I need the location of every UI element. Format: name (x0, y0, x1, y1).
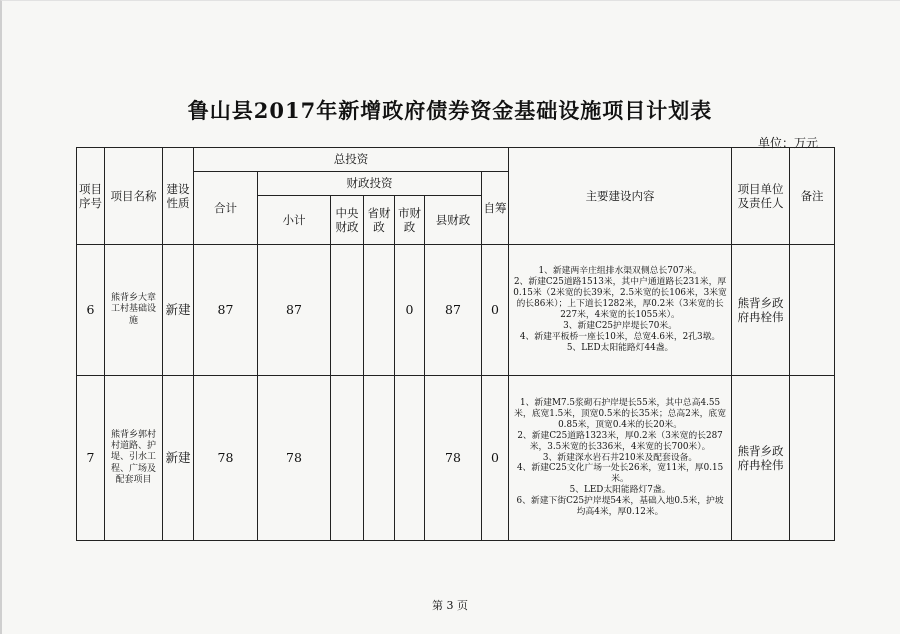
content-line: 4、新建平板桥一座长10米，总宽4.6米，2孔3墩。 (519, 331, 721, 342)
cell-total: 87 (194, 245, 258, 376)
content-line: 5、LED太阳能路灯7盏。 (569, 485, 671, 496)
cell-total: 78 (194, 376, 258, 541)
cell-subtotal: 87 (258, 245, 331, 376)
header-nature: 建设性质 (163, 148, 194, 245)
unit-label: 单位：万元 (757, 136, 818, 150)
cell-unit-person: 熊背乡政府冉栓伟 (732, 245, 790, 376)
content-line: 2、新建C25道路1323米，厚0.2米（3米宽的长287米，3.5米宽的长336米，4米宽的长700米）。 (517, 430, 723, 452)
cell-seq: 7 (77, 376, 105, 541)
cell-city (395, 376, 425, 541)
content-line: 1、新建M7.5浆砌石护岸堤长55米，其中总高4.55米，底宽1.5米，顶宽0.5米的长35米；总高2米，底宽0.85米，顶宽0.4米的长20米。 (514, 397, 727, 430)
cell-name: 熊背乡郭村村道路、护堤、引水工程、广场及配套项目 (105, 376, 163, 541)
page-title: 鲁山县2017年新增政府债券资金基础设施项目计划表 (187, 98, 713, 123)
header-subtotal: 小计 (258, 196, 331, 245)
cell-subtotal: 78 (258, 376, 331, 541)
cell-nature: 新建 (163, 245, 194, 376)
header-name: 项目名称 (105, 148, 163, 245)
header-seq: 项目序号 (77, 148, 105, 245)
header-central: 中央财政 (331, 196, 364, 245)
content-line: 2、新建C25道路1513米，其中户通道路长231米，厚0.15米（2米宽的长39米，2.5米宽的长106米，3米宽的长86米）；上下道长1282米，厚0.2米（3米宽的长227米，4米宽的长1055米）。 (513, 277, 727, 320)
cell-remark (790, 376, 835, 541)
content-line: 4、新建C25文化广场一处长26米，宽11米，厚0.15米。 (516, 463, 724, 485)
cell-central (331, 245, 364, 376)
cell-seq: 6 (77, 245, 105, 376)
cell-self-raised: 0 (482, 245, 509, 376)
cell-name: 熊背乡大章工村基础设施 (105, 245, 163, 376)
header-content: 主要建设内容 (509, 148, 732, 245)
header-remark: 备注 (790, 148, 835, 245)
cell-province (364, 376, 395, 541)
table-row (77, 245, 835, 376)
cell-county: 78 (425, 376, 482, 541)
content-line: 6、新建下街C25护岸堤54米，基础入地0.5米，护坡均高4米，厚0.12米。 (516, 496, 724, 518)
cell-remark (790, 245, 835, 376)
content-line: 3、新建C25护岸堤长70米。 (563, 320, 677, 331)
header-county: 县财政 (425, 196, 482, 245)
header-unit-person: 项目单位及责任人 (732, 148, 790, 245)
header-province: 省财政 (364, 196, 395, 245)
header-total: 合计 (194, 172, 258, 245)
project-table (76, 147, 835, 541)
header-self-raised: 自筹 (482, 172, 509, 245)
cell-county: 87 (425, 245, 482, 376)
header-fiscal-investment: 财政投资 (258, 172, 482, 196)
header-city: 市财政 (395, 196, 425, 245)
cell-city: 0 (395, 245, 425, 376)
cell-content (509, 376, 732, 541)
page-number: 第 3 页 (432, 599, 468, 612)
content-line: 5、LED太阳能路灯44盏。 (566, 342, 674, 353)
cell-self-raised: 0 (482, 376, 509, 541)
cell-province (364, 245, 395, 376)
header-total-investment: 总投资 (194, 148, 509, 172)
content-line: 1、新建两辛庄组排水渠双侧总长707米。 (538, 266, 702, 277)
content-line: 3、新建深水岩石井210米及配套设备。 (542, 452, 698, 463)
cell-nature: 新建 (163, 376, 194, 541)
cell-content (509, 245, 732, 376)
cell-unit-person: 熊背乡政府冉栓伟 (732, 376, 790, 541)
cell-central (331, 376, 364, 541)
table-row (77, 376, 835, 541)
